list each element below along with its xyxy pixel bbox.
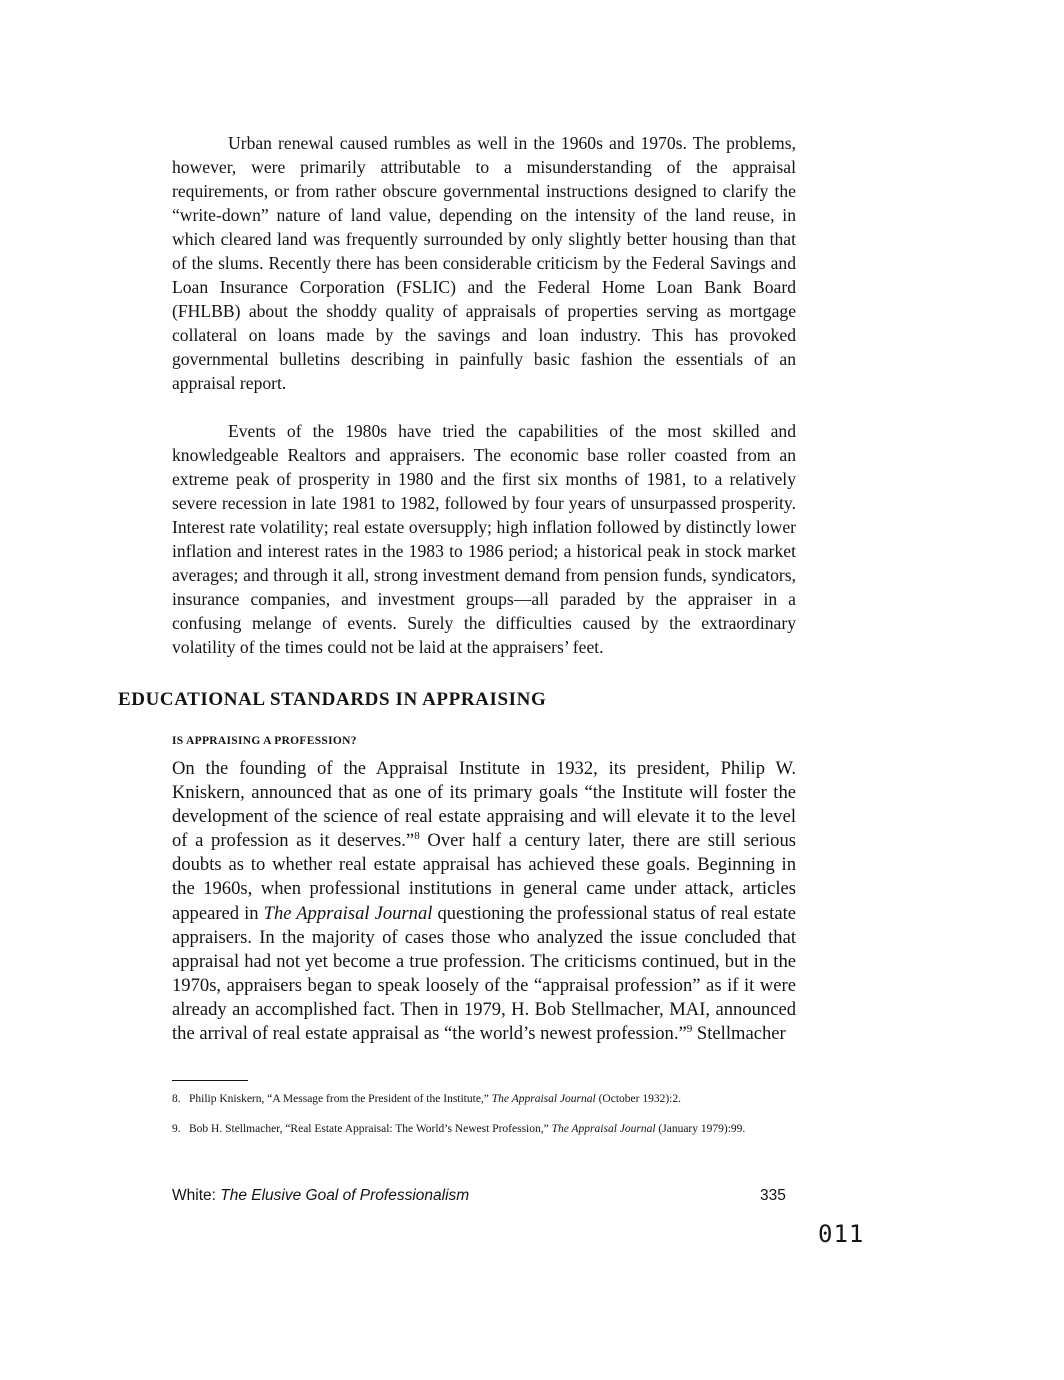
footnote-journal: The Appraisal Journal [491,1093,596,1105]
footnote-8 [172,1092,792,1107]
footnote-tail: (January 1979):99. [655,1123,746,1135]
section-heading: EDUCATIONAL STANDARDS IN APPRAISING [118,689,547,710]
page-number: 335 [760,1187,786,1204]
running-footer [172,1187,469,1205]
footer-title: The Elusive Goal of Professionalism [220,1187,470,1204]
footnote-number: 8. [172,1093,181,1105]
body-paragraph-events-1980s: Events of the 1980s have tried the capabilities of the most skilled and knowledgeable Realtors and appraisers. The economic base roller coasted from an extreme peak of prosperity in 1980 and the first six months of 1981, to a relatively severe recession in late 1981 to 1982, followed by four years of unsurpassed prosperity. Interest rate volatility; real estate oversupply; high inflation followed by distinctly lower inflation and interest rates in the 1983 to 1986 period; a historical peak in stock market averages; and through it all, strong investment demand from pension funds, syndicators, insurance companies, and investment groups—all paraded by the appraiser in a confusing melange of events. Surely the difficulties caused by the extraordinary volatility of the times could not be laid at the appraisers’ feet. [172,421,796,657]
footnote-tail: (October 1932):2. [595,1093,681,1105]
paragraph-text: Over half a century later, there are still serious doubts as to whether real estate appraisal has achieved these goals. Beginning in the 1960s, when professional institutions in general came under attack, articles appeared in [172,830,796,924]
footnote-9 [172,1122,792,1137]
footnote-number: 9. [172,1123,181,1135]
paragraph-text: questioning the professional status of real estate appraisers. In the majority of cases those who analyzed the issue concluded that appraisal had not yet become a true profession. The criticisms continued, but in the 1970s, appraisers began to speak loosely of the “appraisal profession” as if it were already an accomplished fact. Then in 1979, H. Bob Stellmacher, MAI, announced the arrival of real estate appraisal as “the world’s newest profession.” [172,902,797,1045]
footnote-text: Bob H. Stellmacher, “Real Estate Appraisal: The World’s Newest Profession,” [189,1123,552,1135]
paragraph-text: On the founding of the Appraisal Institute in 1932, its president, Philip W. Kniskern, announced that as one of its primary goals “the Institute will foster the development of the science of real estate appraising and will elevate it to the level of a profession as it deserves.” [172,758,796,852]
footnote-journal: The Appraisal Journal [551,1123,656,1135]
journal-title: The Appraisal Journal [263,902,433,924]
body-paragraph-urban-renewal: Urban renewal caused rumbles as well in the 1960s and 1970s. The problems, however, were primarily attributable to a misunderstanding of the appraisal requirements, or from rather obscure governmental instructions designed to clarify the “write-down” nature of land value, depending on the intensity of the land reuse, in which cleared land was frequently surrounded by only slightly better housing than that of the slums. Recently there has been considerable criticism by the Federal Savings and Loan Insurance Corporation (FSLIC) and the Federal Home Loan Bank Board (FHLBB) about the shoddy quality of appraisals of properties serving as mortgage collateral on loans made by the savings and loan industry. This has provoked governmental bulletins describing in painfully basic fashion the essentials of an appraisal report. [172,133,796,393]
body-paragraph-founding [172,757,796,1046]
footnote-text: Philip Kniskern, “A Message from the President of the Institute,” [189,1093,492,1105]
subsection-heading: IS APPRAISING A PROFESSION? [172,735,357,747]
footer-author: White: [172,1187,221,1204]
paragraph-text: Stellmacher [692,1023,786,1045]
footnote-reference-8: 8 [414,830,420,843]
footnote-divider [172,1080,248,1081]
footnote-reference-9: 9 [686,1023,693,1036]
bates-stamp: 011 [818,1220,865,1248]
